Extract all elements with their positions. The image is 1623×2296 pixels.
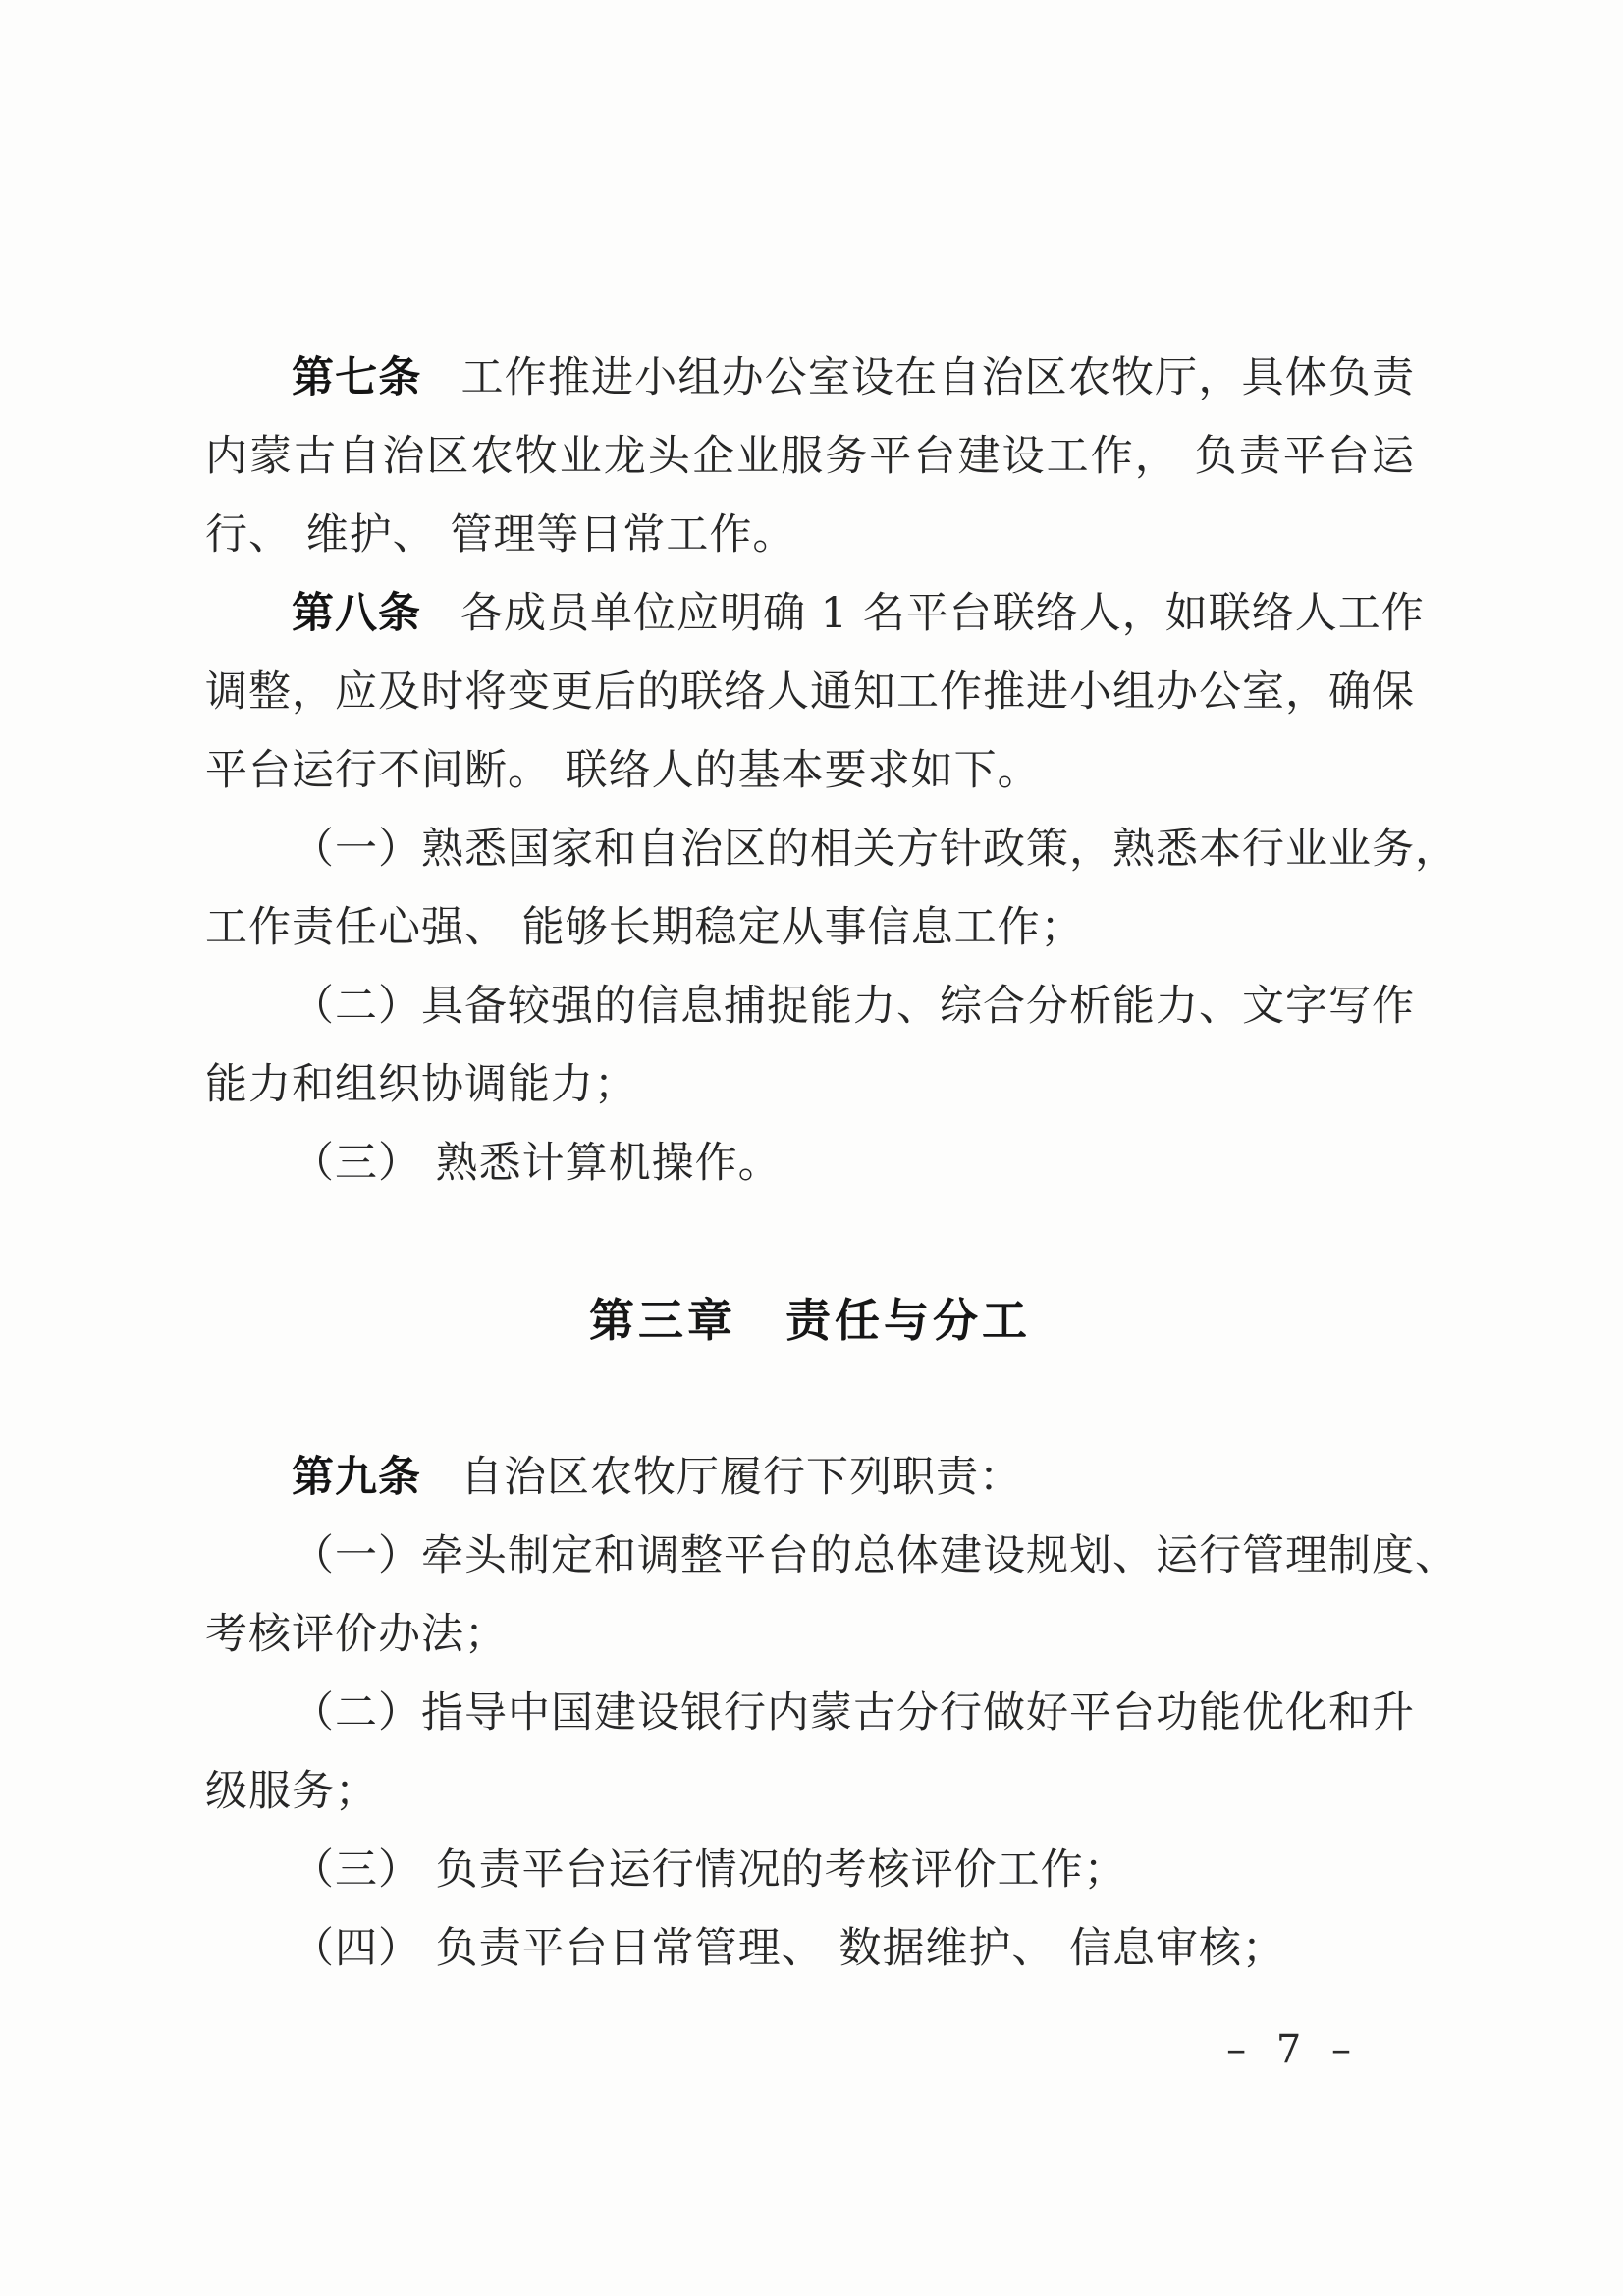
article-8-line-1 — [205, 574, 1425, 653]
article-9-text: 自治区农牧厅履行下列职责： — [460, 1453, 1022, 1502]
duty-item-4-line-1: （四） 负责平台日常管理、 数据维护、 信息审核； — [292, 1924, 1286, 1973]
article-7-line-2: 内蒙古自治区农牧业龙头企业服务平台建设工作， 负责平台运 — [205, 432, 1415, 481]
requirement-item-2-line-2: 能力和组织协调能力； — [205, 1060, 637, 1109]
page-number: – 7 – — [1226, 2027, 1360, 2072]
duty-item-2-line-1: （二）指导中国建设银行内蒙古分行做好平台功能优化和升 — [292, 1688, 1415, 1737]
article-7-line-3: 行、 维护、 管理等日常工作。 — [205, 510, 796, 560]
requirement-item-2-line-1: （二）具备较强的信息捕捉能力、综合分析能力、文字写作 — [292, 982, 1415, 1031]
article-9-number: 第九条 — [292, 1453, 421, 1502]
duty-item-3-line-1: （三） 负责平台运行情况的考核评价工作； — [292, 1845, 1127, 1895]
chapter-heading: 第三章 责任与分工 — [589, 1294, 1031, 1347]
article-8-text: 各成员单位应明确 1 名平台联络人，如联络人工作 — [460, 589, 1425, 638]
article-7-number: 第七条 — [292, 353, 422, 402]
article-8-line-2: 调整，应及时将变更后的联络人通知工作推进小组办公室，确保 — [205, 667, 1415, 717]
requirement-item-1-line-1: （一）熟悉国家和自治区的相关方针政策，熟悉本行业业务， — [292, 825, 1458, 874]
article-9-line-1 — [205, 1438, 1415, 1517]
duty-item-2-line-2: 级服务； — [205, 1767, 378, 1816]
document-body — [205, 339, 1458, 1988]
blank-line — [205, 1360, 1415, 1438]
requirement-item-3-line-1: （三） 熟悉计算机操作。 — [292, 1139, 782, 1188]
article-7-text: 工作推进小组办公室设在自治区农牧厅，具体负责 — [460, 353, 1415, 402]
article-8-line-3: 平台运行不间断。 联络人的基本要求如下。 — [205, 746, 1041, 795]
duty-item-1-line-2: 考核评价办法； — [205, 1610, 508, 1659]
requirement-item-1-line-2: 工作责任心强、 能够长期稳定从事信息工作； — [205, 903, 1084, 952]
blank-line — [205, 1202, 1415, 1281]
article-8-number: 第八条 — [292, 589, 421, 638]
duty-item-1-line-1: （一）牵头制定和调整平台的总体建设规划、运行管理制度、 — [292, 1531, 1458, 1580]
article-7-line-1 — [205, 339, 1415, 417]
